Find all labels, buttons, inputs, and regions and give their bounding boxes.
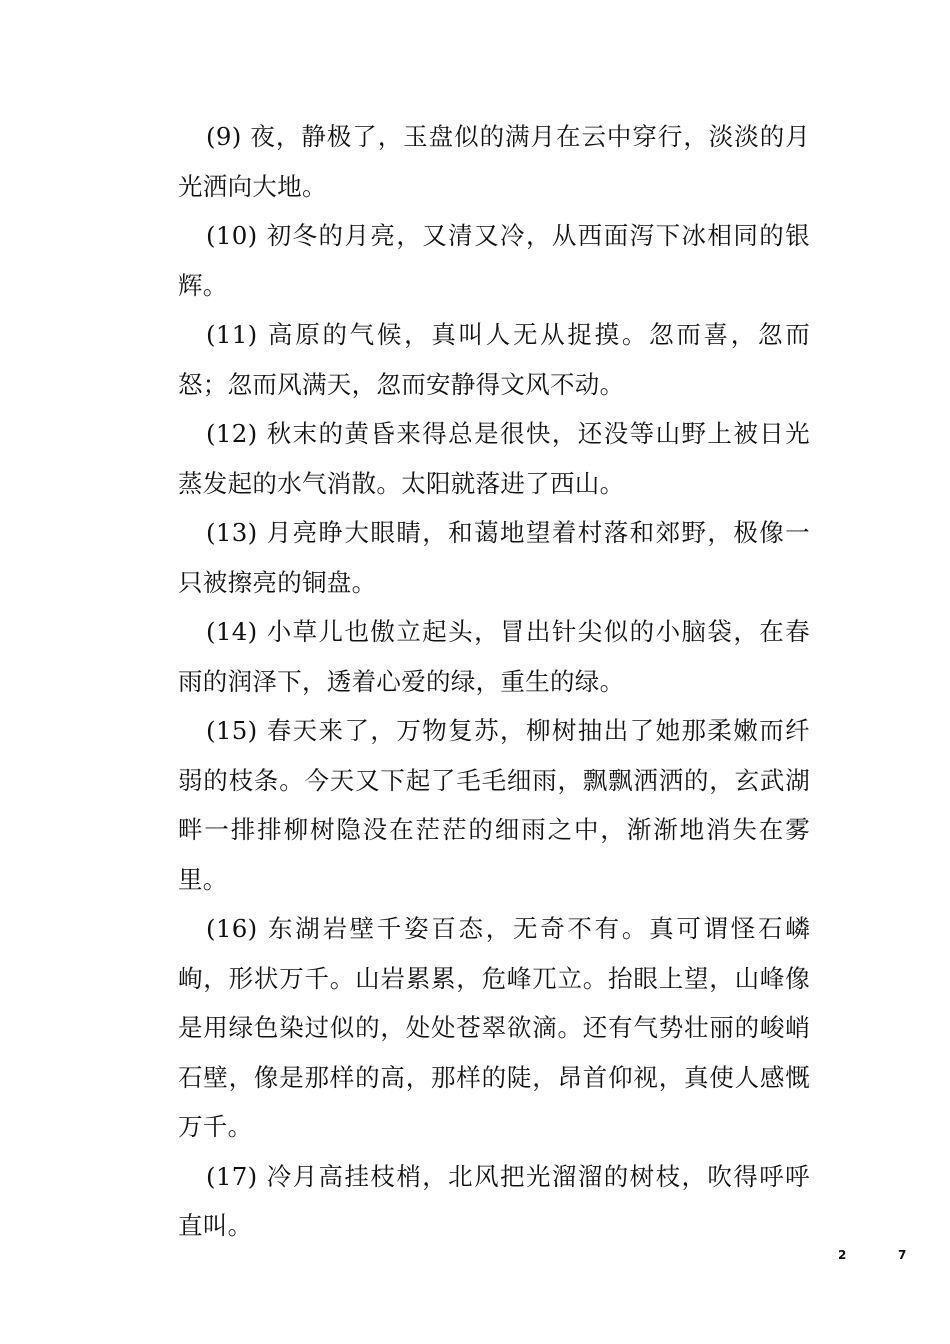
paragraph-16: (16) 东湖岩壁千姿百态，无奇不有。真可谓怪石嶙峋，形状万千。山岩累累，危峰兀立。抬眼上望，山峰像是用绿色染过似的，处处苍翠欲滴。还有气势壮丽的峻峭石壁，像是那样的高，那样的陡，昂首仰视，真使人感慨万千。 [178, 914, 810, 1141]
paragraph-10: (10) 初冬的月亮，又清又冷，从西面泻下冰相同的银辉。 [178, 221, 810, 300]
paragraph-12: (12) 秋末的黄昏来得总是很快，还没等山野上被日光蒸发起的水气消散。太阳就落进了西山。 [178, 419, 810, 498]
paragraph-17: (17) 冷月高挂枝梢，北风把光溜溜的树枝，吹得呼呼直叫。 [178, 1161, 810, 1240]
paragraph-15: (15) 春天来了，万物复苏，柳树抽出了她那柔嫩而纤弱的枝条。今天又下起了毛毛细雨，飘飘洒洒的，玄武湖畔一排排柳树隐没在茫茫的细雨之中，渐渐地消失在雾里。 [178, 716, 810, 894]
paragraph-13: (13) 月亮睁大眼睛，和蔼地望着村落和郊野，极像一只被擦亮的铜盘。 [178, 518, 810, 597]
paragraph-9: (9) 夜，静极了，玉盘似的满月在云中穿行，淡淡的月光洒向大地。 [178, 122, 810, 201]
page-number-current: 2 [838, 1248, 847, 1262]
document-body [178, 112, 810, 1251]
page-number-total: 7 [898, 1248, 907, 1262]
paragraph-11: (11) 高原的气候，真叫人无从捉摸。忽而喜，忽而怒；忽而风满天，忽而安静得文风不动。 [178, 320, 810, 399]
paragraph-14: (14) 小草儿也傲立起头，冒出针尖似的小脑袋，在春雨的润泽下，透着心爱的绿，重生的绿。 [178, 617, 810, 696]
